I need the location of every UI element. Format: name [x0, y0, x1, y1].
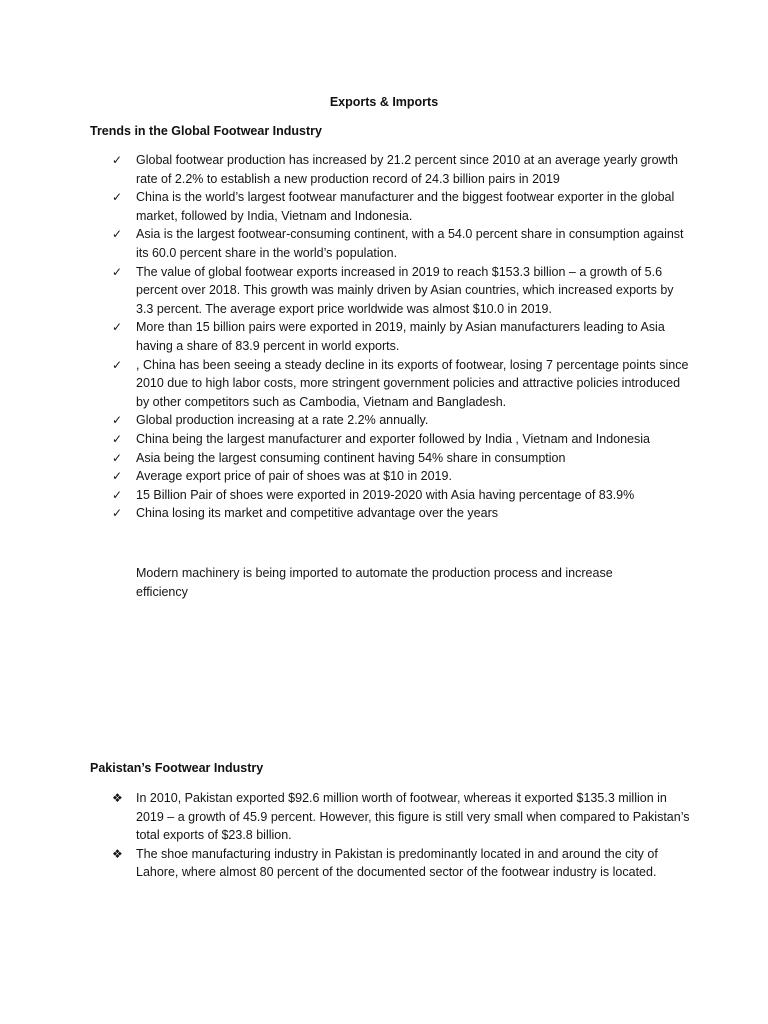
- diamond-bullet-icon: ❖: [112, 791, 123, 805]
- list-item: [90, 318, 690, 355]
- list-item-text: More than 15 billion pairs were exported in 2019, mainly by Asian manufacturers leading to Asia having a share of 83.9 percent in world exports.: [136, 320, 665, 353]
- list-item-text: 15 Billion Pair of shoes were exported in 2019-2020 with Asia having percentage of 83.9%: [136, 487, 635, 502]
- checkmark-icon: ✓: [112, 153, 123, 167]
- checkmark-icon: ✓: [112, 357, 123, 372]
- list-item-text: Asia is the largest footwear-consuming continent, with a 54.0 percent share in consumption against its 60.0 percent share in the world’s population.: [136, 227, 684, 260]
- list-item-text: China losing its market and competitive advantage over the years: [136, 506, 498, 521]
- checkmark-icon: ✓: [112, 190, 123, 205]
- list-item: [90, 504, 690, 523]
- machinery-paragraph: Modern machinery is being imported to automate the production process and increase efficiency: [136, 566, 613, 599]
- list-item: [90, 467, 690, 486]
- section-heading-pakistan: Pakistan’s Footwear Industry: [90, 761, 264, 775]
- list-item-text: In 2010, Pakistan exported $92.6 million worth of footwear, whereas it exported $135.3 million in 2019 – a growth of 45.9 percent. However, this figure is still very small when compared to Pakistan’s total exports of $23.8 billion.: [136, 791, 690, 843]
- pakistan-list: [90, 789, 690, 882]
- list-item: [90, 356, 690, 412]
- checkmark-icon: ✓: [112, 487, 123, 502]
- list-item-text: , China has been seeing a steady decline in its exports of footwear, losing 7 percentage points since 2010 due to high labor costs, more stringent government policies and attractive policies introduced by other competitors such as Cambodia, Vietnam and Bangladesh.: [136, 357, 689, 409]
- list-item: [90, 845, 690, 882]
- diamond-bullet-icon: ❖: [112, 846, 123, 861]
- list-item: [90, 225, 690, 262]
- list-item-text: The value of global footwear exports increased in 2019 to reach $153.3 billion – a growth of 5.6 percent over 2018. This growth was mainly driven by Asian countries, which increased exports by 3.3 percent. The average export price worldwide was almost $10.0 in 2019.: [136, 264, 674, 316]
- list-item: [90, 486, 690, 505]
- checkmark-icon: ✓: [112, 264, 123, 279]
- checkmark-icon: ✓: [112, 431, 123, 446]
- list-item-text: Global production increasing at a rate 2.2% annually.: [136, 413, 429, 428]
- checkmark-icon: ✓: [112, 506, 123, 521]
- list-item-text: China is the world’s largest footwear manufacturer and the biggest footwear exporter in the global market, followed by India, Vietnam and Indonesia.: [136, 190, 675, 223]
- list-item: [90, 789, 690, 845]
- page-title: Exports & Imports: [329, 95, 439, 109]
- list-item: [90, 449, 690, 468]
- list-item-text: Average export price of pair of shoes was at $10 in 2019.: [136, 469, 452, 484]
- list-item: [90, 188, 690, 225]
- list-item: [90, 263, 690, 319]
- list-item-text: The shoe manufacturing industry in Pakistan is predominantly located in and around the city of Lahore, where almost 80 percent of the documented sector of the footwear industry is located.: [136, 846, 658, 880]
- checkmark-icon: ✓: [112, 227, 123, 242]
- checkmark-icon: ✓: [112, 469, 123, 484]
- global-trends-list: [90, 151, 690, 523]
- list-item-text: China being the largest manufacturer and exporter followed by India , Vietnam and Indonesia: [136, 431, 650, 446]
- checkmark-icon: ✓: [112, 320, 123, 335]
- list-item: [90, 151, 690, 188]
- list-item-text: Asia being the largest consuming continent having 54% share in consumption: [136, 450, 566, 465]
- list-item: [90, 411, 690, 430]
- checkmark-icon: ✓: [112, 413, 123, 428]
- section-heading-global-trends: Trends in the Global Footwear Industry: [90, 124, 322, 138]
- list-item: [90, 430, 690, 449]
- checkmark-icon: ✓: [112, 450, 123, 465]
- list-item-text: Global footwear production has increased by 21.2 percent since 2010 at an average yearly growth rate of 2.2% to establish a new production record of 24.3 billion pairs in 2019: [136, 153, 678, 186]
